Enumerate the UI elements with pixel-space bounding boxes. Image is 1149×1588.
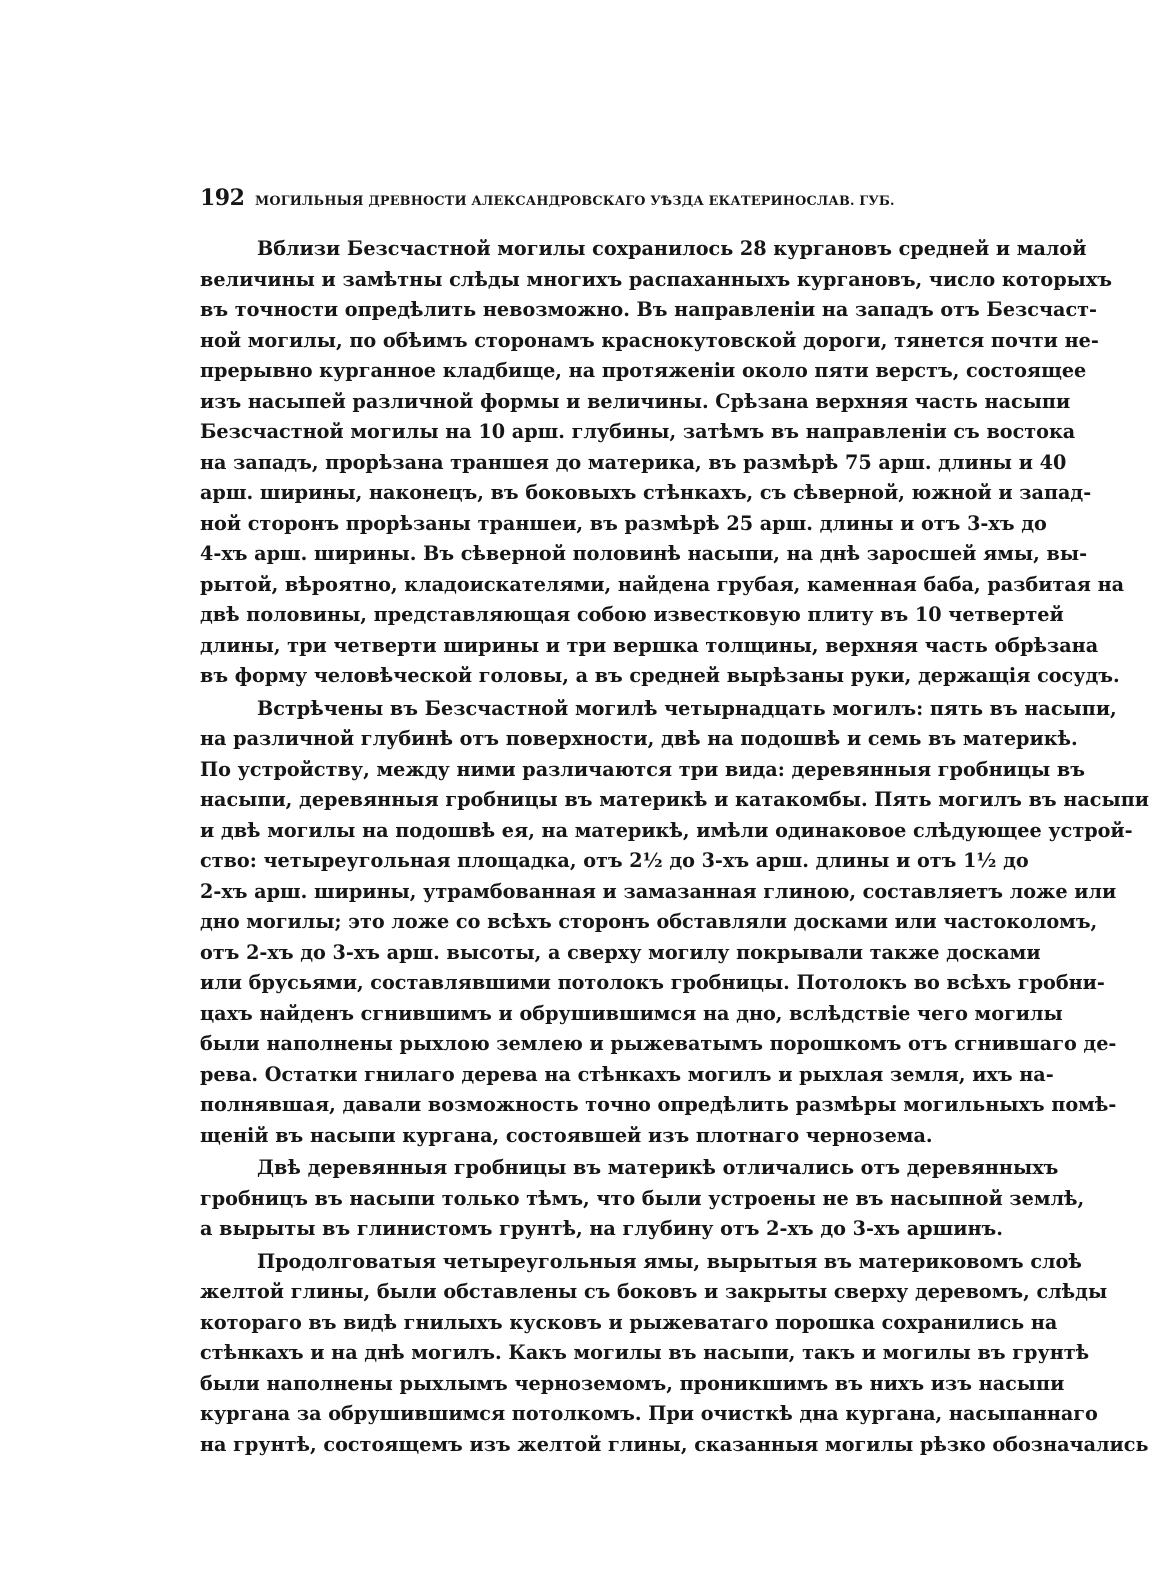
text-line: ной могилы, по обѣимъ сторонамъ краснокутовской дороги, тянется почти не- <box>200 328 1099 352</box>
text-line: стѣнкахъ и на днѣ могилъ. Какъ могилы въ насыпи, такъ и могилы въ грунтѣ <box>200 1341 1090 1364</box>
text-line: кургана за обрушившимся потолкомъ. При очисткѣ дна кургана, насыпаннаго <box>200 1402 1098 1425</box>
text-line: прерывно курганное кладбище, на протяженіи около пяти верстъ, состоящее <box>200 359 1087 382</box>
text-line: величины и замѣтны слѣды многихъ распаханныхъ кургановъ, число которыхъ <box>200 267 1113 291</box>
text-line: въ форму человѣческой головы, а въ средней вырѣзаны руки, держащія сосудъ. <box>200 664 1120 687</box>
text-line: и двѣ могилы на подошвѣ ея, на материкѣ, имѣли одинаковое слѣдующее устрой- <box>200 818 1133 842</box>
paragraph <box>200 234 1125 692</box>
text-line: ство: четыреугольная площадка, отъ 2½ до 3-хъ арш. длины и отъ 1½ до <box>200 849 1029 872</box>
text-line: желтой глины, были обставлены съ боковъ и закрыты сверху деревомъ, слѣды <box>200 1280 1108 1303</box>
text-line: на западъ, прорѣзана траншея до материка, въ размѣрѣ 75 арш. длины и 40 <box>200 450 1067 474</box>
paragraph <box>200 1247 1149 1461</box>
text-line: По устройству, между ними различаются три вида: деревянныя гробницы въ <box>200 757 1085 781</box>
text-line: гробницъ въ насыпи только тѣмъ, что были устроены не въ насыпной землѣ, <box>200 1186 1085 1210</box>
text-line: на грунтѣ, состоящемъ изъ желтой глины, сказанныя могилы рѣзко обозначались <box>200 1432 1149 1456</box>
text-line: въ точности опредѣлить невозможно. Въ направленіи на западъ отъ Безсчаст- <box>200 298 1097 321</box>
text-line: Вблизи Безсчастной могилы сохранилось 28 кургановъ средней и малой <box>257 237 1087 260</box>
text-line: 4-хъ арш. ширины. Въ сѣверной половинѣ насыпи, на днѣ заросшей ямы, вы- <box>200 542 1088 565</box>
text-line: дно могилы; это ложе со всѣхъ сторонъ обставляли досками или частоколомъ, <box>200 910 1098 933</box>
text-line: насыпи, деревянныя гробницы въ материкѣ и катакомбы. Пять могилъ въ насыпи <box>200 788 1149 811</box>
text-line: на различной глубинѣ отъ поверхности, двѣ на подошвѣ и семь въ материкѣ. <box>200 727 1078 750</box>
running-head: МОГИЛЬНЫЯ ДРЕВНОСТИ АЛЕКСАНДРОВСКАГО УѢЗДА ЕКАТЕРИНОСЛАВ. ГУБ. <box>255 194 895 209</box>
text-line: 2-хъ арш. ширины, утрамбованная и замазанная глиною, составляетъ ложе или <box>200 879 1117 903</box>
text-line: Встрѣчены въ Безсчастной могилѣ четырнадцать могилъ: пять въ насыпи, <box>257 696 1117 720</box>
paragraph <box>200 694 1149 1152</box>
page-header <box>200 185 924 217</box>
text-line: двѣ половины, представляющая собою известковую плиту въ 10 четвертей <box>200 603 1064 626</box>
text-line: отъ 2-хъ до 3-хъ арш. высоты, а сверху могилу покрывали также досками <box>200 940 1041 964</box>
body-text <box>200 234 1149 1460</box>
text-line: были наполнены рыхлымъ черноземомъ, проникшимъ въ нихъ изъ насыпи <box>200 1371 1065 1395</box>
page-number: 192 <box>200 185 245 211</box>
text-line: Безсчастной могилы на 10 арш. глубины, затѣмъ въ направленіи съ востока <box>200 420 1076 443</box>
text-line: а вырыты въ глинистомъ грунтѣ, на глубину отъ 2-хъ до 3-хъ аршинъ. <box>200 1217 1003 1240</box>
text-line: рева. Остатки гнилаго дерева на стѣнкахъ могилъ и рыхлая земля, ихъ на- <box>200 1062 1054 1086</box>
paragraph <box>200 1153 1085 1245</box>
text-line: были наполнены рыхлою землею и рыжеватымъ порошкомъ отъ сгнившаго де- <box>200 1032 1117 1055</box>
text-line: рытой, вѣроятно, кладоискателями, найдена грубая, каменная баба, разбитая на <box>200 572 1125 596</box>
text-line: арш. ширины, наконецъ, въ боковыхъ стѣнкахъ, съ сѣверной, южной и запад- <box>200 481 1092 504</box>
text-line: полнявшая, давали возможность точно опредѣлить размѣры могильныхъ помѣ- <box>200 1093 1117 1116</box>
text-line: ной сторонъ прорѣзаны траншеи, въ размѣрѣ 25 арш. длины и отъ 3-хъ до <box>200 511 1047 535</box>
text-line: щеній въ насыпи кургана, состоявшей изъ плотнаго чернозема. <box>200 1123 933 1147</box>
text-line: или брусьями, составлявшими потолокъ гробницы. Потолокъ во всѣхъ гробни- <box>200 971 1105 994</box>
text-line: изъ насыпей различной формы и величины. Срѣзана верхняя часть насыпи <box>200 389 1071 413</box>
text-line: котораго въ видѣ гнилыхъ кусковъ и рыжеватаго порошка сохранились на <box>200 1310 1058 1334</box>
text-line: Продолговатыя четыреугольныя ямы, вырытыя въ материковомъ слоѣ <box>257 1249 1082 1273</box>
text-line: длины, три четверти ширины и три вершка толщины, верхняя часть обрѣзана <box>200 633 1099 657</box>
text-line: цахъ найденъ сгнившимъ и обрушившимся на дно, вслѣдствіе чего могилы <box>200 1001 1063 1025</box>
text-line: Двѣ деревянныя гробницы въ материкѣ отличались отъ деревянныхъ <box>257 1156 1059 1179</box>
